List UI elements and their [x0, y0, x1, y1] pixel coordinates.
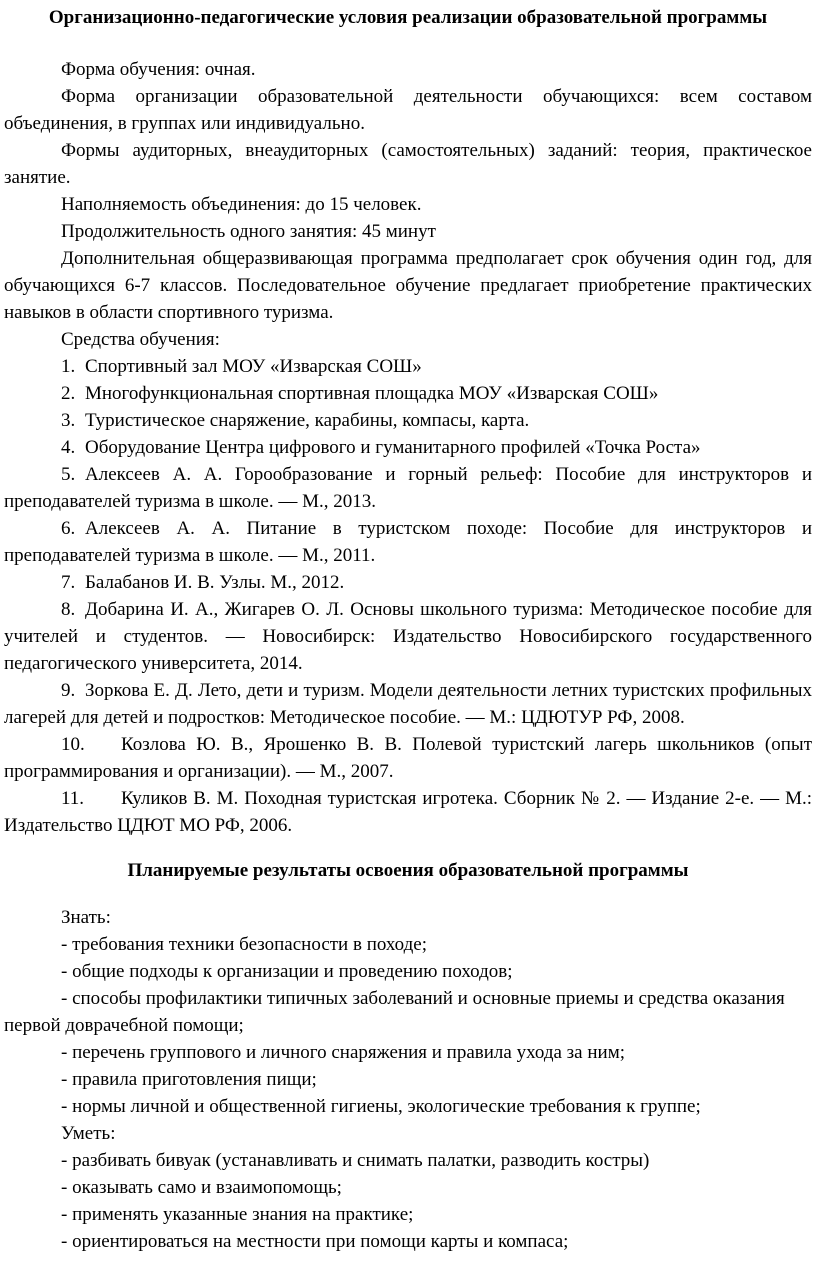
- list-item: - разбивать бивуак (устанавливать и снимать палатки, разводить костры): [61, 1149, 650, 1171]
- list-item: - применять указанные знания на практике;: [61, 1203, 414, 1225]
- paragraph-assignments: Формы аудиторных, внеаудиторных (самостоятельных) заданий: теория, практическое занятие.: [4, 139, 812, 188]
- list-item-number: 9.: [61, 679, 76, 701]
- spacer: [4, 884, 812, 904]
- list-item-text: Алексеев А. А. Горообразование и горный рельеф: Пособие для инструкторов и преподавателей туризма в школе. — М., 2013.: [4, 463, 812, 512]
- list-item-number: 1.: [61, 355, 76, 377]
- list-item: - ориентироваться на местности при помощи карты и компаса;: [61, 1230, 569, 1252]
- spacer: [4, 32, 812, 56]
- list-item-text: Оборудование Центра цифрового и гуманитарного профилей «Точка Роста»: [85, 436, 701, 458]
- list-item: - нормы личной и общественной гигиены, экологические требования к группе;: [61, 1095, 701, 1117]
- list-item-text: Куликов В. М. Походная туристская игротека. Сборник № 2. — Издание 2-е. — М.: Издательство ЦДЮТ МО РФ, 2006.: [4, 787, 812, 836]
- list-item-number: 11.: [61, 787, 85, 809]
- know-list: [4, 931, 812, 1120]
- list-item-number: 4.: [61, 436, 76, 458]
- list-item: [4, 596, 812, 677]
- list-item: - общие подходы к организации и проведению походов;: [61, 960, 513, 982]
- list-item-text: Зоркова Е. Д. Лето, дети и туризм. Модели деятельности летних туристских профильных лагерей для детей и подростков: Методическое пособие. — М.: ЦДЮТУР РФ, 2008.: [4, 679, 812, 728]
- list-item: - требования техники безопасности в походе;: [61, 933, 427, 955]
- list-item-number: 7.: [61, 571, 76, 593]
- list-item: - способы профилактики типичных заболеваний и основные приемы и средства оказания первой доврачебной помощи;: [4, 987, 785, 1036]
- list-item-text: Добарина И. А., Жигарев О. Л. Основы школьного туризма: Методическое пособие для учителей и студентов. — Новосибирск: Издательство Новосибирского государственного педагогического университета, 2014.: [4, 598, 812, 674]
- list-item: - перечень группового и личного снаряжения и правила ухода за ним;: [61, 1041, 625, 1063]
- list-item-number: 8.: [61, 598, 76, 620]
- list-item: - правила приготовления пищи;: [61, 1068, 317, 1090]
- paragraph-organization: Форма организации образовательной деятельности обучающихся: всем составом объединения, в группах или индивидуально.: [4, 85, 812, 134]
- section-heading-conditions: Организационно-педагогические условия реализации образовательной программы: [48, 7, 768, 28]
- list-item-number: 2.: [61, 382, 76, 404]
- paragraph-form: Форма обучения: очная.: [61, 58, 256, 80]
- list-item-text: Алексеев А. А. Питание в туристском походе: Пособие для инструкторов и преподавателей туризма в школе. — М., 2011.: [4, 517, 812, 566]
- means-list: [4, 353, 812, 839]
- list-item-number: 10.: [61, 733, 85, 755]
- paragraph-capacity: Наполняемость объединения: до 15 человек.: [61, 193, 422, 215]
- list-item: [4, 353, 812, 380]
- list-item: [4, 380, 812, 407]
- list-item-text: Козлова Ю. В., Ярошенко В. В. Полевой туристский лагерь школьников (опыт программирования и организации). — М., 2007.: [4, 733, 812, 782]
- can-list: [4, 1147, 812, 1255]
- list-item: [4, 569, 812, 596]
- section-heading-results: Планируемые результаты освоения образовательной программы: [127, 859, 689, 881]
- list-item-text: Туристическое снаряжение, карабины, компасы, карта.: [85, 409, 530, 431]
- paragraph-program-term: Дополнительная общеразвивающая программа предполагает срок обучения один год, для обучающихся 6-7 классов. Последовательное обучение предлагает приобретение практических навыков в области спортивного туризма.: [4, 247, 812, 323]
- list-item-text: Балабанов И. В. Узлы. М., 2012.: [85, 571, 345, 593]
- list-item-text: Многофункциональная спортивная площадка МОУ «Изварская СОШ»: [85, 382, 659, 404]
- list-item: [4, 731, 812, 785]
- list-item-number: 5.: [61, 463, 76, 485]
- know-label: Знать:: [61, 906, 111, 928]
- list-item-number: 3.: [61, 409, 76, 431]
- list-item: [4, 785, 812, 839]
- list-item: [4, 515, 812, 569]
- list-item: [4, 407, 812, 434]
- list-item: - оказывать само и взаимопомощь;: [61, 1176, 342, 1198]
- list-item: [4, 677, 812, 731]
- paragraph-duration: Продолжительность одного занятия: 45 минут: [61, 220, 436, 242]
- list-item-number: 6.: [61, 517, 76, 539]
- can-label: Уметь:: [61, 1122, 116, 1144]
- list-item: [4, 434, 812, 461]
- paragraph-means-label: Средства обучения:: [61, 328, 220, 350]
- list-item: [4, 461, 812, 515]
- list-item-text: Спортивный зал МОУ «Изварская СОШ»: [85, 355, 422, 377]
